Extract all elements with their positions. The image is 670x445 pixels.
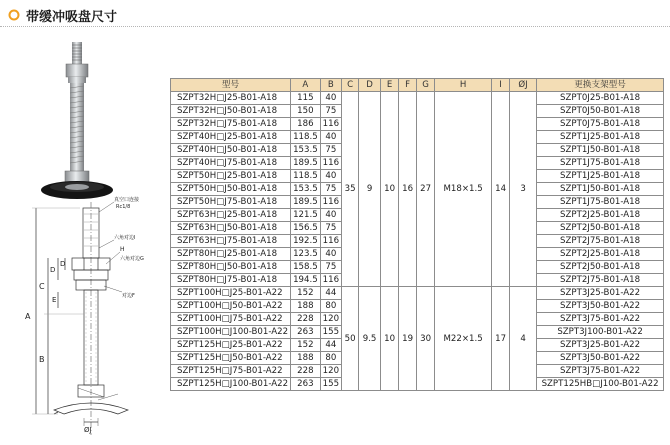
cell-model: SZPT100H□J50-B01-A22 xyxy=(171,300,291,313)
col-bracket: 更换支架型号 xyxy=(537,79,664,92)
cell-F: 19 xyxy=(399,287,417,391)
cell-B: 75 xyxy=(320,183,341,196)
cell-E: 10 xyxy=(381,287,399,391)
cell-model: SZPT40H□J50-B01-A18 xyxy=(171,144,291,157)
cell-bracket: SZPT3J25-B01-A22 xyxy=(537,339,664,352)
cell-H: M22×1.5 xyxy=(435,287,492,391)
cell-bracket: SZPT0J50-B01-A18 xyxy=(537,105,664,118)
cell-A: 118.5 xyxy=(291,170,321,183)
cell-bracket: SZPT1J50-B01-A18 xyxy=(537,183,664,196)
cell-model: SZPT80H□J50-B01-A18 xyxy=(171,261,291,274)
cell-I: 17 xyxy=(492,287,510,391)
cell-B: 120 xyxy=(320,365,341,378)
col-F: F xyxy=(399,79,417,92)
cell-A: 263 xyxy=(291,326,321,339)
cell-A: 153.5 xyxy=(291,183,321,196)
cell-A: 118.5 xyxy=(291,131,321,144)
cell-model: SZPT50H□J50-B01-A18 xyxy=(171,183,291,196)
cell-B: 116 xyxy=(320,118,341,131)
label-B: B xyxy=(39,355,45,364)
label-D-inner: D xyxy=(60,260,66,268)
cell-bracket: SZPT3J75-B01-A22 xyxy=(537,365,664,378)
label-phiJ: ØJ xyxy=(84,426,92,434)
cell-A: 153.5 xyxy=(291,144,321,157)
cell-B: 116 xyxy=(320,235,341,248)
cell-bracket: SZPT2J75-B01-A18 xyxy=(537,235,664,248)
label-A: A xyxy=(25,312,31,321)
col-A: A xyxy=(291,79,321,92)
cell-A: 189.5 xyxy=(291,157,321,170)
cell-bracket: SZPT3J50-B01-A22 xyxy=(537,300,664,313)
dimension-drawing xyxy=(18,197,168,440)
cell-A: 150 xyxy=(291,105,321,118)
cell-B: 40 xyxy=(320,209,341,222)
cell-A: 121.5 xyxy=(291,209,321,222)
cell-bracket: SZPT1J75-B01-A18 xyxy=(537,157,664,170)
cell-B: 80 xyxy=(320,300,341,313)
cell-bracket: SZPT1J25-B01-A18 xyxy=(537,170,664,183)
cell-model: SZPT125H□J75-B01-A22 xyxy=(171,365,291,378)
cell-model: SZPT80H□J25-B01-A18 xyxy=(171,248,291,261)
label-hex-f: 对边F xyxy=(122,293,135,299)
cell-A: 228 xyxy=(291,365,321,378)
cell-model: SZPT125H□J100-B01-A22 xyxy=(171,378,291,391)
col-B: B xyxy=(320,79,341,92)
suction-cup-product-photo xyxy=(30,40,140,205)
col-model: 型号 xyxy=(171,79,291,92)
cell-model: SZPT32H□J75-B01-A18 xyxy=(171,118,291,131)
cell-model: SZPT100H□J75-B01-A22 xyxy=(171,313,291,326)
cell-model: SZPT32H□J25-B01-A18 xyxy=(171,92,291,105)
label-vac-port: 真空口连接 xyxy=(114,197,140,203)
cell-model: SZPT125H□J25-B01-A22 xyxy=(171,339,291,352)
cell-bracket: SZPT3J25-B01-A22 xyxy=(537,287,664,300)
label-C: C xyxy=(39,282,45,291)
cell-A: 152 xyxy=(291,339,321,352)
cell-B: 44 xyxy=(320,287,341,300)
cell-bracket: SZPT125HB□J100-B01-A22 xyxy=(537,378,664,391)
cell-bracket: SZPT3J75-B01-A22 xyxy=(537,313,664,326)
label-E: E xyxy=(52,296,57,304)
cell-B: 75 xyxy=(320,222,341,235)
cell-A: 228 xyxy=(291,313,321,326)
title-divider xyxy=(0,26,670,27)
cell-model: SZPT50H□J25-B01-A18 xyxy=(171,170,291,183)
table-body xyxy=(171,92,664,391)
cell-bracket: SZPT1J25-B01-A18 xyxy=(537,131,664,144)
dimension-table xyxy=(170,78,664,391)
label-hex-i: 六角对边I xyxy=(114,235,136,241)
table-row xyxy=(171,287,664,300)
cell-G: 27 xyxy=(417,92,435,287)
cell-A: 188 xyxy=(291,352,321,365)
label-hex-g: 六角对边G xyxy=(120,256,144,262)
cell-model: SZPT63H□J25-B01-A18 xyxy=(171,209,291,222)
col-G: G xyxy=(417,79,435,92)
cell-A: 156.5 xyxy=(291,222,321,235)
cell-I: 14 xyxy=(492,92,510,287)
cell-B: 120 xyxy=(320,313,341,326)
cell-G: 30 xyxy=(417,287,435,391)
cell-model: SZPT80H□J75-B01-A18 xyxy=(171,274,291,287)
cell-B: 155 xyxy=(320,326,341,339)
cell-bracket: SZPT2J50-B01-A18 xyxy=(537,261,664,274)
cell-model: SZPT40H□J75-B01-A18 xyxy=(171,157,291,170)
cell-A: 194.5 xyxy=(291,274,321,287)
cell-C: 50 xyxy=(342,287,359,391)
cell-D: 9 xyxy=(359,92,381,287)
cell-model: SZPT40H□J25-B01-A18 xyxy=(171,131,291,144)
cell-bracket: SZPT2J25-B01-A18 xyxy=(537,209,664,222)
cell-A: 152 xyxy=(291,287,321,300)
label-D-outer: D xyxy=(50,266,56,274)
cell-C: 35 xyxy=(342,92,359,287)
cell-B: 116 xyxy=(320,274,341,287)
cell-A: 188 xyxy=(291,300,321,313)
col-C: C xyxy=(342,79,359,92)
cell-B: 40 xyxy=(320,131,341,144)
cell-E: 10 xyxy=(381,92,399,287)
cell-B: 80 xyxy=(320,352,341,365)
cell-bracket: SZPT2J50-B01-A18 xyxy=(537,222,664,235)
cell-bracket: SZPT2J25-B01-A18 xyxy=(537,248,664,261)
section-header xyxy=(0,0,670,30)
cell-bracket: SZPT3J50-B01-A22 xyxy=(537,352,664,365)
label-H: H xyxy=(120,246,125,253)
cell-J: 4 xyxy=(510,287,537,391)
cell-B: 155 xyxy=(320,378,341,391)
cell-A: 158.5 xyxy=(291,261,321,274)
table-row xyxy=(171,92,664,105)
label-vac-port-size: Rc1/8 xyxy=(116,204,131,210)
cell-B: 44 xyxy=(320,339,341,352)
col-H: H xyxy=(435,79,492,92)
cell-bracket: SZPT1J75-B01-A18 xyxy=(537,196,664,209)
cell-D: 9.5 xyxy=(359,287,381,391)
col-E: E xyxy=(381,79,399,92)
cell-B: 116 xyxy=(320,157,341,170)
cell-B: 116 xyxy=(320,196,341,209)
cell-model: SZPT50H□J75-B01-A18 xyxy=(171,196,291,209)
cell-model: SZPT100H□J100-B01-A22 xyxy=(171,326,291,339)
cell-A: 192.5 xyxy=(291,235,321,248)
cell-A: 263 xyxy=(291,378,321,391)
cell-model: SZPT63H□J75-B01-A18 xyxy=(171,235,291,248)
cell-bracket: SZPT3J100-B01-A22 xyxy=(537,326,664,339)
cell-H: M18×1.5 xyxy=(435,92,492,287)
cell-B: 40 xyxy=(320,248,341,261)
cell-A: 186 xyxy=(291,118,321,131)
cell-bracket: SZPT0J75-B01-A18 xyxy=(537,118,664,131)
col-I: I xyxy=(492,79,510,92)
cell-B: 75 xyxy=(320,105,341,118)
cell-B: 40 xyxy=(320,170,341,183)
cell-model: SZPT32H□J50-B01-A18 xyxy=(171,105,291,118)
cell-bracket: SZPT2J75-B01-A18 xyxy=(537,274,664,287)
table-header-row xyxy=(171,79,664,92)
cell-B: 75 xyxy=(320,144,341,157)
cell-model: SZPT125H□J50-B01-A22 xyxy=(171,352,291,365)
cell-J: 3 xyxy=(510,92,537,287)
cell-F: 16 xyxy=(399,92,417,287)
cell-B: 40 xyxy=(320,92,341,105)
cell-A: 123.5 xyxy=(291,248,321,261)
cell-model: SZPT63H□J50-B01-A18 xyxy=(171,222,291,235)
cell-bracket: SZPT1J50-B01-A18 xyxy=(537,144,664,157)
circle-bullet-icon xyxy=(8,9,20,21)
col-J: ØJ xyxy=(510,79,537,92)
cell-bracket: SZPT0J25-B01-A18 xyxy=(537,92,664,105)
cell-A: 115 xyxy=(291,92,321,105)
cell-B: 75 xyxy=(320,261,341,274)
col-D: D xyxy=(359,79,381,92)
cell-A: 189.5 xyxy=(291,196,321,209)
cell-model: SZPT100H□J25-B01-A22 xyxy=(171,287,291,300)
page-title: 带缓冲吸盘尺寸 xyxy=(26,10,118,25)
